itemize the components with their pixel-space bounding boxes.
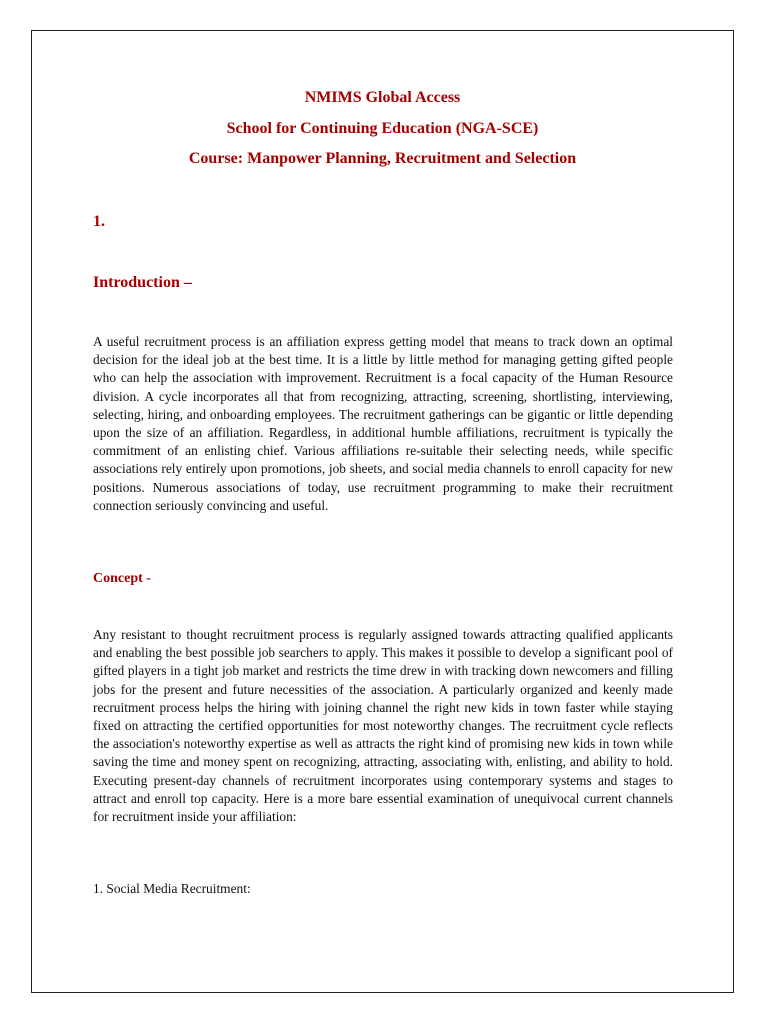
section-number: 1. (93, 213, 105, 230)
social-media-recruitment-heading: 1. Social Media Recruitment: (93, 881, 251, 896)
introduction-heading: Introduction – (93, 274, 192, 291)
concept-heading: Concept - (93, 571, 151, 586)
concept-paragraph: Any resistant to thought recruitment process is regularly assigned towards attracting qualified applicants and enabling the best possible job searchers to apply. This makes it possible to develop a significant pool of gifted players in a tight job market and restricts the time drew in with tracking down newcomers and filling jobs for the present and future necessities of the association. A particularly organized and keenly made recruitment process helps the hiring with joining channel the right new kids in town faster while staying fixed on attracting the certified opportunities for most noteworthy changes. The recruitment cycle reflects the association's noteworthy expertise as well as attracts the right kind of promising new kids in town while saving the time and money spent on recognizing, attracting, associating with, enlisting, and ability to hold. Executing present-day channels of recruitment incorporates using contemporary systems and stages to attract and enroll top capacity. Here is a more bare essential examination of unequivocal current channels for recruitment inside your affiliation: (93, 627, 673, 825)
course-title: Course: Manpower Planning, Recruitment and Selection (188, 150, 577, 167)
school-title: School for Continuing Education (NGA-SCE) (226, 120, 539, 137)
institution-title: NMIMS Global Access (304, 89, 461, 106)
introduction-paragraph: A useful recruitment process is an affiliation express getting model that means to track down an optimal decision for the ideal job at the best time. It is a little by little method for managing getting gifted people who can help the association with improvement. Recruitment is a focal capacity of the Human Resource division. A cycle incorporates all that from recognizing, attracting, screening, shortlisting, interviewing, selecting, hiring, and onboarding employees. The recruitment gatherings can be gigantic or little depending upon the size of an affiliation. Regardless, in additional humble affiliations, recruitment is typically the commitment of an enlisting chief. Various affiliations re-suitable their selecting needs, while specific associations rely entirely upon promotions, job sheets, and social media channels to enroll capacity for new positions. Numerous associations of today, use recruitment programming to make their recruitment connection seriously convincing and useful. (93, 334, 673, 513)
